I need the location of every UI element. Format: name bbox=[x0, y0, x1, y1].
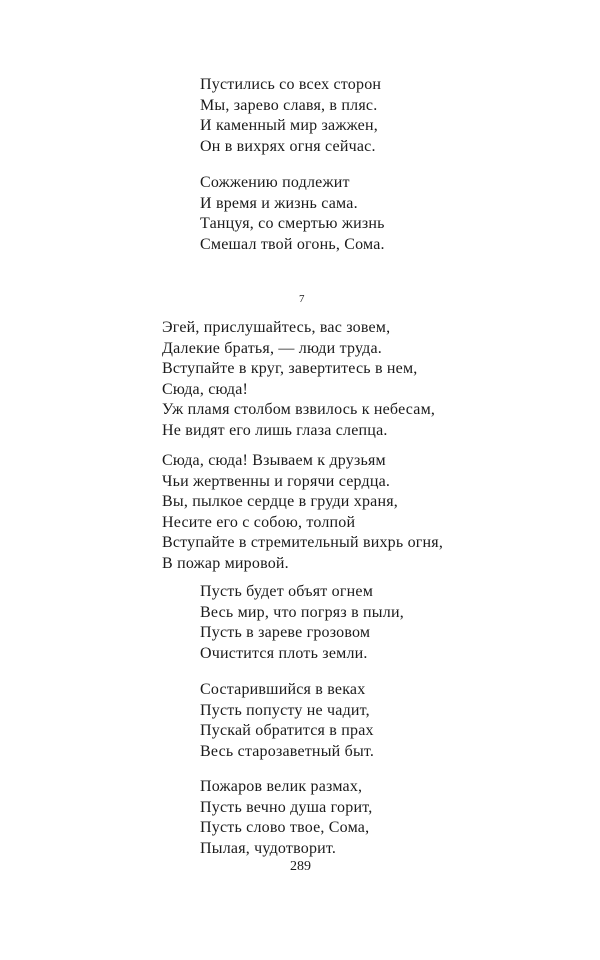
poem-line: Вы, пылкое сердце в груди храня, bbox=[162, 493, 398, 510]
page-number: 289 bbox=[290, 859, 311, 874]
poem-line: Пусть в зареве грозовом bbox=[200, 624, 371, 641]
poem-line: Уж пламя столбом взвилось к небесам, bbox=[162, 401, 436, 418]
poem-line: Эгей, прислушайтесь, вас зовем, bbox=[162, 319, 391, 336]
poem-line: Сожжению подлежит bbox=[200, 174, 350, 191]
poem-line: В пожар мировой. bbox=[162, 554, 289, 572]
poem-line: Весь мир, что погряз в пыли, bbox=[200, 603, 404, 621]
poem-line: Он в вихрях огня сейчас. bbox=[200, 137, 376, 155]
poem-line: Состарившийся в веках bbox=[200, 681, 366, 698]
poem-line: Вступайте в круг, завертитесь в нем, bbox=[162, 360, 418, 377]
poem-line: Пустились со всех сторон bbox=[200, 76, 382, 93]
poem-line: И каменный мир зажжен, bbox=[200, 117, 378, 134]
poem-stanza-4 bbox=[162, 451, 443, 574]
poem-line: Очистится плоть земли. bbox=[200, 644, 368, 662]
poem-line: Пусть будет объят огнем bbox=[200, 583, 374, 600]
poem-line: Чьи жертвенны и горячи сердца. bbox=[162, 472, 391, 490]
poem-line: Пускай обратится в прах bbox=[200, 722, 374, 739]
poem-line: Несите его с собою, толпой bbox=[162, 513, 356, 531]
poem-line: Пожаров велик размах, bbox=[200, 778, 363, 795]
poem-stanza-1 bbox=[200, 75, 381, 157]
poem-line: Пусть слово твое, Сома, bbox=[200, 819, 370, 836]
poem-line: Смешал твой огонь, Сома. bbox=[200, 235, 385, 253]
poem-stanza-7 bbox=[200, 777, 372, 859]
poem-line: Далекие братья, — люди труда. bbox=[162, 339, 382, 357]
poem-line: Мы, зарево славя, в пляс. bbox=[200, 96, 378, 114]
section-number: 7 bbox=[299, 293, 305, 305]
poem-stanza-5 bbox=[200, 582, 404, 664]
poem-stanza-3 bbox=[162, 318, 435, 441]
poem-line: Не видят его лишь глаза слепца. bbox=[162, 421, 388, 439]
poem-line: Вступайте в стремительный вихрь огня, bbox=[162, 534, 444, 551]
poem-line: Танцуя, со смертью жизнь bbox=[200, 215, 385, 232]
poem-line: Пусть вечно душа горит, bbox=[200, 798, 373, 816]
poem-line: И время и жизнь сама. bbox=[200, 194, 358, 212]
poem-line: Пылая, чудотворит. bbox=[200, 839, 337, 857]
poem-stanza-6 bbox=[200, 680, 374, 762]
poem-line: Сюда, сюда! Взываем к друзьям bbox=[162, 452, 386, 469]
poem-line: Сюда, сюда! bbox=[162, 380, 249, 398]
poem-line: Весь старозаветный быт. bbox=[200, 742, 375, 760]
poem-stanza-2 bbox=[200, 173, 385, 255]
poem-line: Пусть попусту не чадит, bbox=[200, 701, 370, 719]
